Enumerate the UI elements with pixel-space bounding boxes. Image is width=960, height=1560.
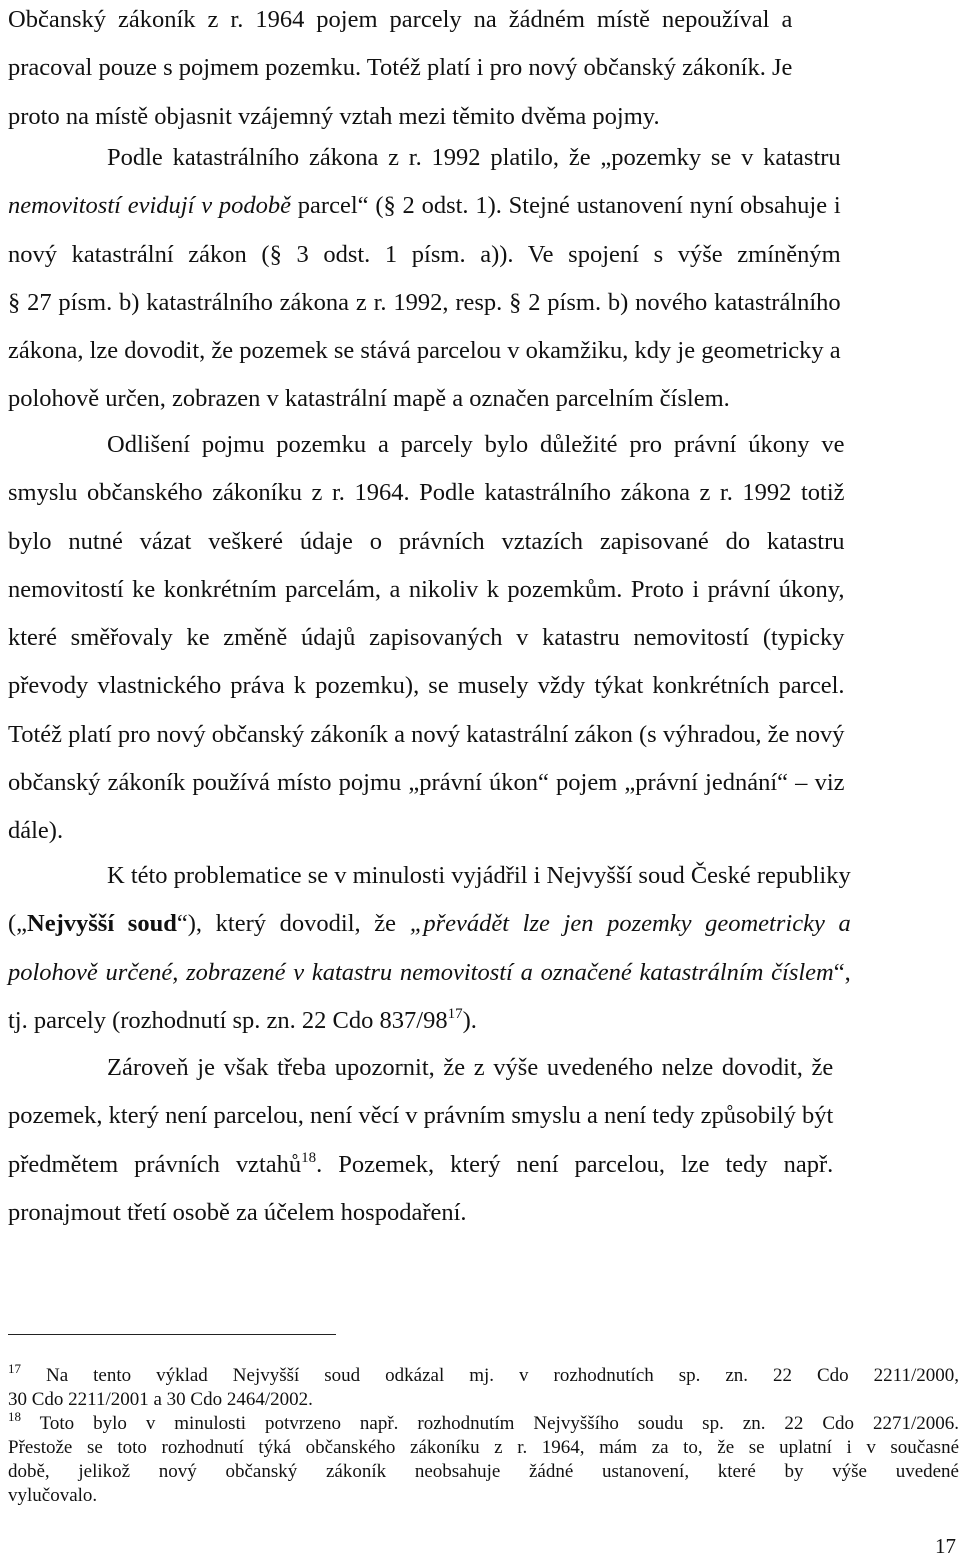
text-span: “), který dovodil, že: [176, 910, 410, 938]
footnote-line: době, jelikož nový občanský zákoník neobsahuje žádné ustanovení, které by výše uvedené: [8, 1461, 959, 1482]
text-span: („: [8, 910, 28, 938]
footnotes: [8, 1361, 959, 1508]
text-line: občanský zákoník používá místo pojmu „právní úkon“ pojem „právní jednání“ – viz: [8, 769, 845, 797]
text-line: dále).: [8, 817, 64, 845]
text-line: které směřovaly ke změně údajů zapisovaných v katastru nemovitostí (typicky: [8, 624, 845, 652]
text-span: parcel“ (§ 2 odst. 1). Stejné ustanovení nyní obsahuje i: [291, 192, 841, 220]
text-line: převody vlastnického práva k pozemku), se musely vždy týkat konkrétních parcel.: [8, 672, 845, 700]
footnote-ref-17[interactable]: 17: [447, 1005, 463, 1022]
text-line: Občanský zákoník z r. 1964 pojem parcely na žádném místě nepoužíval a: [8, 6, 793, 33]
text-line: pracoval pouze s pojmem pozemku. Totéž platí i pro nový občanský zákoník. Je: [8, 54, 793, 82]
text-line: pozemek, který není parcelou, není věcí v právním smyslu a není tedy způsobilý být: [8, 1102, 834, 1130]
text-span: Toto bylo v minulosti potvrzeno např. rozhodnutím Nejvyššího soudu sp. zn. 22 Cdo 2271/2006.: [21, 1413, 959, 1434]
text-line: zákona, lze dovodit, že pozemek se stává parcelou v okamžiku, kdy je geometricky a: [8, 337, 841, 365]
text-line: proto na místě objasnit vzájemný vztah mezi těmito dvěma pojmy.: [8, 102, 660, 130]
footnote-ref-18[interactable]: 18: [301, 1149, 317, 1166]
italic-quote: polohově určené, zobrazené v katastru nemovitostí a označené katastrálním číslem: [8, 958, 834, 986]
text-line: § 27 písm. b) katastrálního zákona z r. 1992, resp. § 2 písm. b) nového katastrálního: [8, 288, 841, 316]
text-line: Zároveň je však třeba upozornit, že z výše uvedeného nelze dovodit, že: [107, 1054, 834, 1081]
text-line: Podle katastrálního zákona z r. 1992 platilo, že „pozemky se v katastru: [107, 144, 841, 171]
footnote-separator: [8, 1334, 336, 1335]
footnote-line: Přestože se toto rozhodnutí týká občanského zákoníku z r. 1964, mám za to, že se uplatní i v současné: [8, 1437, 959, 1458]
text-line: Totéž platí pro nový občanský zákoník a nový katastrální zákon (s výhradou, že nový: [8, 720, 845, 748]
footnote-mark: 17: [8, 1361, 21, 1376]
footnote-line: [8, 1409, 959, 1436]
paragraph-2: [8, 134, 841, 424]
page-number: 17: [935, 1534, 956, 1558]
footnote-mark: 18: [8, 1409, 21, 1424]
text-span: “,: [833, 958, 851, 986]
text-line: Odlišení pojmu pozemku a parcely bylo důležité pro právní úkony ve: [107, 431, 845, 458]
text-span: ).: [462, 1006, 477, 1034]
text-line: [8, 997, 851, 1045]
footnote-17: [8, 1361, 959, 1412]
text-line: polohově určen, zobrazen v katastrální mapě a označen parcelním číslem.: [8, 385, 730, 413]
text-span: tj. parcely (rozhodnutí sp. zn. 22 Cdo 837/98: [8, 1006, 448, 1034]
defined-term: Nejvyšší soud: [27, 910, 177, 938]
text-line: [8, 900, 851, 948]
footnote-line: vylučovalo.: [8, 1485, 98, 1506]
paragraph-3: [8, 421, 845, 856]
italic-quote: nemovitostí evidují v podobě: [8, 192, 292, 220]
text-line: [8, 182, 841, 230]
text-line: nemovitostí ke konkrétním parcelám, a nikoliv k pozemkům. Proto i právní úkony,: [8, 575, 845, 603]
text-line: [8, 949, 851, 997]
paragraph-5: [8, 1044, 833, 1237]
text-line: [8, 1141, 833, 1189]
footnote-line: 30 Cdo 2211/2001 a 30 Cdo 2464/2002.: [8, 1389, 313, 1410]
text-span: předmětem právních vztahů: [8, 1150, 302, 1178]
text-span: Na tento výklad Nejvyšší soud odkázal mj. v rozhodnutích sp. zn. 22 Cdo 2211/2000,: [21, 1365, 959, 1386]
text-line: bylo nutné vázat veškeré údaje o právních vztazích zapisované do katastru: [8, 527, 845, 555]
text-line: pronajmout třetí osobě za účelem hospodaření.: [8, 1198, 467, 1226]
footnote-18: [8, 1409, 959, 1508]
paragraph-4: [8, 852, 851, 1045]
text-line: smyslu občanského zákoníku z r. 1964. Podle katastrálního zákona z r. 1992 totiž: [8, 479, 845, 507]
text-line: nový katastrální zákon (§ 3 odst. 1 písm. a)). Ve spojení s výše zmíněným: [8, 240, 841, 268]
paragraph-1: [8, 0, 792, 141]
text-line: K této problematice se v minulosti vyjádřil i Nejvyšší soud České republiky: [107, 862, 851, 889]
italic-quote: „převádět lze jen pozemky geometricky a: [409, 910, 851, 938]
footnote-line: [8, 1361, 959, 1388]
text-span: . Pozemek, který není parcelou, lze tedy např.: [316, 1150, 834, 1178]
